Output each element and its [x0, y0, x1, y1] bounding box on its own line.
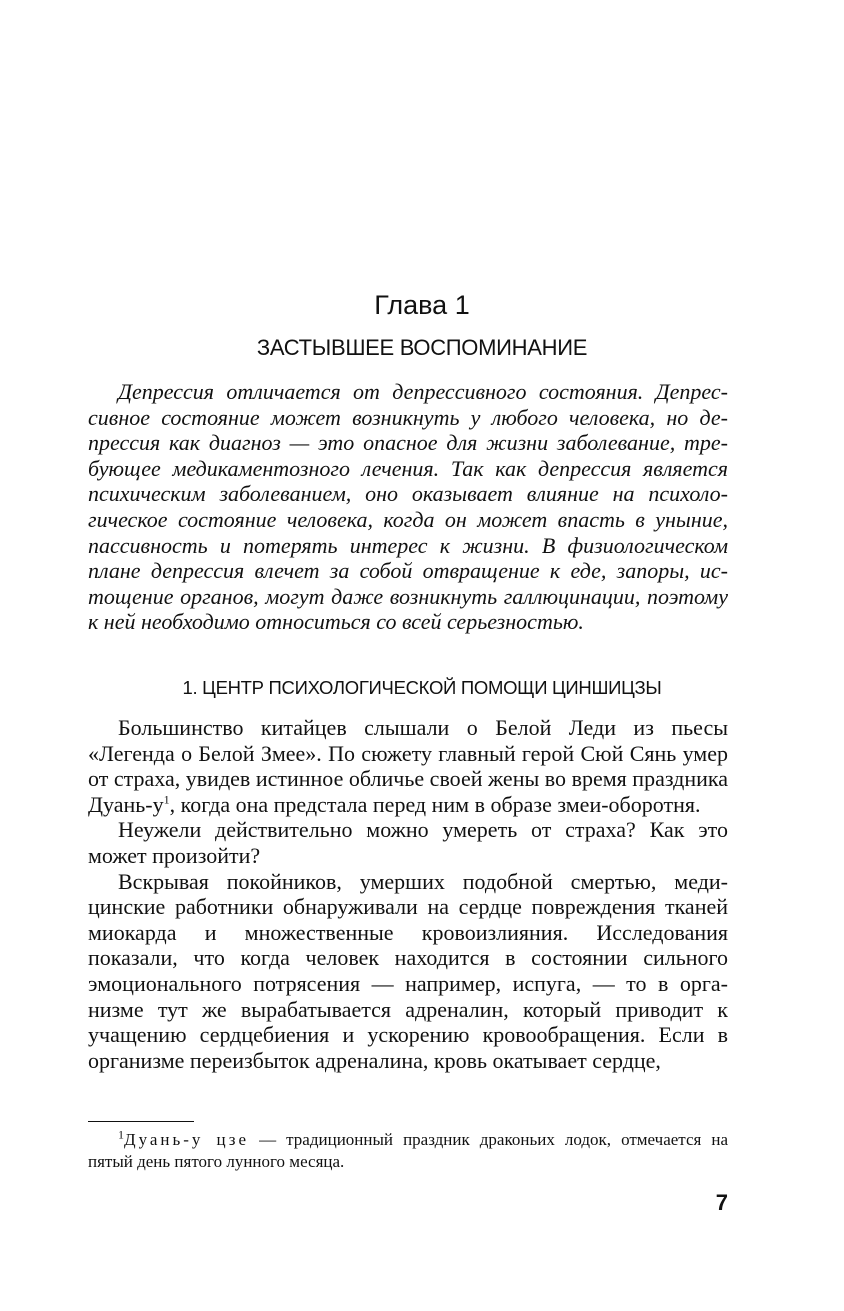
chapter-number: Глава 1	[374, 290, 470, 320]
paragraph-3: Вскрывая покойников, умерших подобной смертью, медицинские работники обнаруживали на сердце повреждения тканей миокарда и множественные кровоизлияния. Исследования показали, что когда человек находится в состоянии сильного эмоционального потрясения — например, испуга, — то в организме тут же вырабатывается адреналин, который приводит к учащению сердцебиения и ускорению кровообращения. Если в организме переизбыток адреналина, кровь окатывает сердце,	[88, 868, 728, 1073]
page-number: 7	[715, 1190, 728, 1215]
paragraph-2: Неужели действительно можно умереть от страха? Как это может произойти?	[88, 817, 728, 868]
section-heading: 1. ЦЕНТР ПСИХОЛОГИЧЕСКОЙ ПОМОЩИ ЦИНШИЦЗЫ	[182, 677, 662, 698]
chapter-title: ЗАСТЫВШЕЕ ВОСПОМИНАНИЕ	[256, 335, 588, 360]
footnote	[88, 1129, 728, 1173]
paragraph-1	[88, 715, 728, 817]
footnote-text: — традиционный праздник драконьих лодок, отмечается на пятый день пятого лунного месяца.	[88, 1130, 729, 1171]
footnote-term: Дуань-у цзе	[124, 1130, 250, 1149]
footnote-reference[interactable]: 1	[163, 792, 170, 807]
paragraph-1-text-end: , когда она предстала перед ним в образе змеи-оборотня.	[169, 791, 701, 817]
body-text	[88, 715, 728, 1073]
chapter-epigraph: Депрессия отличается от депрессивного состояния. Депрессивное состояние может возникнуть у любого человека, но депрессия как диагноз — это опасное для жизни заболевание, требующее медикаментозного лечения. Так как депрессия является психическим заболеванием, оно оказывает влияние на психологическое состояние человека, когда он может впасть в уныние, пассивность и потерять интерес к жизни. В физиологическом плане депрессия влечет за собой отвращение к еде, запоры, истощение органов, могут даже возникнуть галлюцинации, поэтому к ней необходимо относиться со всей серьезностью.	[88, 379, 728, 635]
footnote-separator	[88, 1121, 194, 1122]
paragraph-1-text: Большинство китайцев слышали о Белой Леди из пьесы «Легенда о Белой Змее». По сюжету главный герой Сюй Сянь умер от страха, увидев истинное обличье своей жены во время праздника Дуань-у	[88, 715, 728, 817]
footnote-mark: 1	[118, 1127, 124, 1142]
